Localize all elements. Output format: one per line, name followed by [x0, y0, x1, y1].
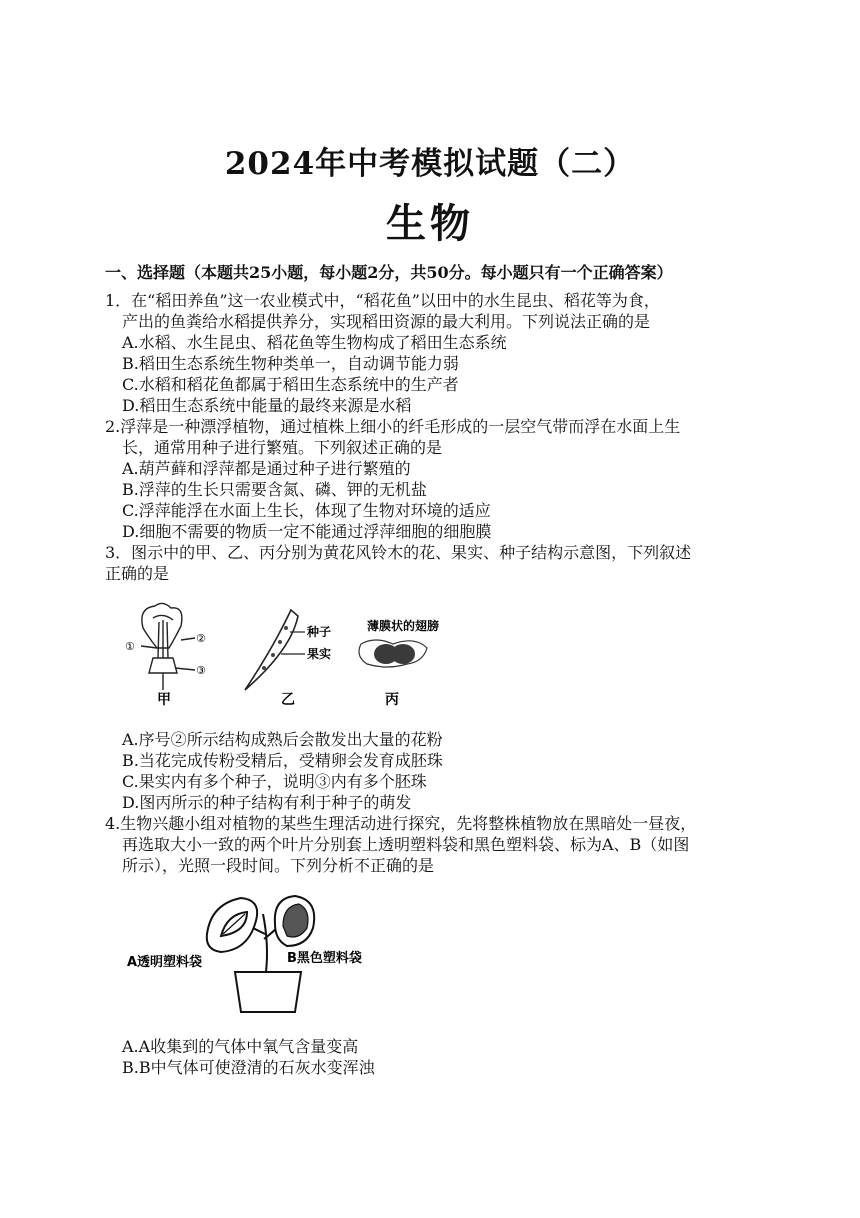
question-4-line-2: 再选取大小一致的两个叶片分别套上透明塑料袋和黑色塑料袋、标为A、B（如图 [122, 835, 690, 854]
question-2-option-a: A.葫芦藓和浮萍都是通过种子进行繁殖的 [122, 459, 411, 478]
subject-title: 生物 [386, 200, 474, 247]
bag-a-label: A透明塑料袋 [127, 955, 203, 970]
question-1-line-2: 产出的鱼粪给水稻提供养分，实现稻田资源的最大利用。下列说法正确的是 [122, 312, 651, 331]
question-4-line-3: 所示），光照一段时间。下列分析不正确的是 [122, 856, 435, 875]
plant-bag-figure [123, 884, 403, 1024]
question-2-option-c: C.浮萍能浮在水面上生长，体现了生物对环境的适应 [122, 501, 491, 520]
flower-fruit-seed-figure [123, 598, 443, 708]
caption-bing: 丙 [385, 692, 399, 708]
question-3-option-a: A.序号②所示结构成熟后会散发出大量的花粉 [122, 730, 443, 749]
bag-b-label: B黑色塑料袋 [287, 951, 362, 966]
seed-wing-label: 薄膜状的翅膀 [367, 619, 440, 633]
flower-label-3: ③ [196, 664, 206, 677]
question-4-line-1: 4.生物兴趣小组对植物的某些生理活动进行探究，先将整株植物放在黑暗处一昼夜， [105, 814, 697, 833]
question-4-option-b: B.B中气体可使澄清的石灰水变浑浊 [122, 1058, 375, 1077]
flower-label-1: ① [125, 640, 135, 653]
section-heading: 一、选择题（本题共25小题，每小题2分，共50分。每小题只有一个正确答案） [105, 263, 673, 282]
fruit-seed-label: 种子 [307, 625, 332, 639]
question-2-line-1: 2.浮萍是一种漂浮植物，通过植株上细小的纤毛形成的一层空气带而浮在水面上生 [105, 417, 681, 436]
fruit-fruit-label: 果实 [307, 647, 332, 661]
question-4-option-a: A.A收集到的气体中氧气含量变高 [122, 1037, 359, 1056]
question-3-option-d: D.图丙所示的种子结构有利于种子的萌发 [122, 793, 412, 812]
question-1-option-d: D.稻田生态系统中能量的最终来源是水稻 [122, 396, 412, 415]
question-2-line-2: 长，通常用种子进行繁殖。下列叙述正确的是 [122, 438, 443, 457]
question-3-line-1: 3．图示中的甲、乙、丙分别为黄花风铃木的花、果实、种子结构示意图，下列叙述 [105, 543, 692, 562]
question-1-option-a: A.水稻、水生昆虫、稻花鱼等生物构成了稻田生态系统 [122, 333, 507, 352]
caption-jia: 甲 [157, 692, 171, 708]
question-2-option-b: B.浮萍的生长只需要含氮、磷、钾的无机盐 [122, 480, 427, 499]
question-1-line-1: 1．在“稻田养鱼”这一农业模式中，“稻花鱼”以田中的水生昆虫、稻花等为食， [105, 291, 660, 310]
caption-yi: 乙 [281, 692, 295, 708]
fruit-diagram [245, 610, 305, 690]
seed-diagram [359, 640, 427, 667]
question-1-option-c: C.水稻和稻花鱼都属于稻田生态系统中的生产者 [122, 375, 459, 394]
flower-label-2: ② [196, 632, 206, 645]
question-3-option-c: C.果实内有多个种子，说明③内有多个胚珠 [122, 772, 427, 791]
question-3-option-b: B.当花完成传粉受精后，受精卵会发育成胚珠 [122, 751, 443, 770]
flower-diagram [141, 603, 195, 690]
question-3-line-2: 正确的是 [105, 564, 170, 583]
question-2-option-d: D.细胞不需要的物质一定不能通过浮萍细胞的细胞膜 [122, 522, 492, 541]
page-title: 2024年中考模拟试题（二） [224, 146, 636, 182]
question-1-option-b: B.稻田生态系统生物种类单一，自动调节能力弱 [122, 354, 459, 373]
